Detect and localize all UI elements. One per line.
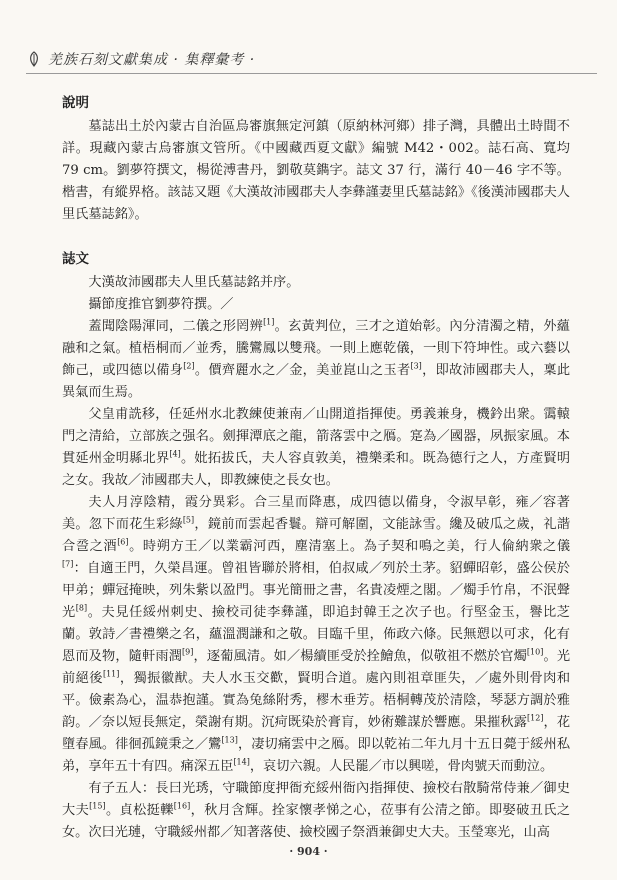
- footnote-ref: [4]: [169, 449, 181, 459]
- footnote-ref: [10]: [526, 647, 544, 657]
- footnote-ref: [6]: [117, 537, 129, 547]
- page-body: [62, 92, 570, 844]
- shuoming-paragraph: 墓誌出土於內蒙古自治區烏審旗無定河鎮（原納林河鄉）排子灣，具體出土時間不詳。現藏內蒙古烏審旗文管所。《中國藏西夏文獻》編號 M42・002。誌石高、寬均 79 cm。劉夢符撰文，楊從溥書丹，劉敬莫鐫字。誌文 37 行，滿行 40－46 字不等。楷書，有縱界格。該誌又題《大漢故沛國郡夫人李彝謹妻里氏墓誌銘》《後漢沛國郡夫人里氏墓誌銘》。: [62, 119, 570, 222]
- header-divider: [26, 73, 597, 74]
- inscription-title: 大漢故沛國郡夫人里氏墓誌銘并序。: [88, 275, 300, 290]
- footnote-ref: [1]: [263, 317, 275, 327]
- footnote-ref: [14]: [233, 757, 250, 767]
- footnote-ref: [13]: [221, 735, 238, 745]
- inscription-paragraph-3: 夫人月淳陰精，霞分異彩。合三星而降惠，成四德以備身，令淑早彰，雍／容著美。忽下而花生彩綠[5]，鏡前而雲起香鬟。辯可解圍，文能詠雪。纔及破瓜之歲，礼諧合巹之酒[6]。時朔方王／以業霸河西，塵清塞上。為子契和鳴之美，行人倫納衆之儀[7]：自適王門，久榮昌運。曾祖皆聯於將相，伯叔咸／列於土茅。貂蟬昭彰，盛公侯於甲弟；蟬冠掩映，列朱紫以盈門。事光簡冊之書，名貴凌煙之閣。／燭手竹帛，不泯聲光[8]。夫見任綏州刺史、撿校司徒李彝謹，即追封韓王之次子也。行堅金玉，譽比芝蘭。敦詩／書禮樂之名，蘊溫潤謙和之敬。目臨千里，佈政六條。民無愬以可求，化有恩而及物，隨軒雨潤[9]，逐葡風清。如／楊續匪受於拴鱠魚，似敬祖不燃於官燭[10]。光前絕後[11]，獨振徽猷。夫人水玉交歡，賢明合道。處內則祖章匪失，／處外則骨肉和平。儉素為心，温恭抱謹。實為兔絲附秀，樛木垂芳。梧桐轉茂於清陰，琴瑟方調於雅韵。／奈以短長無定，榮謝有期。沉疴既染於膏肓，妙術難謀於響應。果摧秋露[12]，花墮春風。徘徊孤鏡秉之／鸞[13]，凄切痛雲中之鴈。即以乾祐二年九月十五日薨于綏州私弟，享年五十有四。痛深五臣[14]，哀切六親。人民罷／市以興嗟，骨肉號天而動泣。: [62, 495, 571, 774]
- inscription-paragraph-1: 蓋聞陰陽渾同，二儀之形罔辨[1]。玄黃判位，三才之道始彰。內分清濁之精，外蘊融和之氣。植梧桐而／並秀，騰鸞鳳以雙飛。一則上應乾儀，一則下符坤性。或六藝以飾己，或四德以備身[2]。價齊麗水之／金，美並崑山之玉者[3]，即故沛國郡夫人，稟此異氣而生焉。: [62, 317, 571, 400]
- footnote-ref: [11]: [102, 669, 120, 679]
- inscription-paragraph-4: 有子五人：長曰光琇，守職節度押衙充綏州衙內指揮使、撿校右散騎常侍兼／御史大夫[15]。貞松挺轢[16]，秋月含輝。拴家懷孝悌之心，莅事有公清之節。即娶破丑氏之女。次曰光璉，守職綏州都／知著落使、撿校國子祭酒兼御史大夫。玉瑩寒光，山高: [62, 781, 571, 840]
- footnote-ref: [8]: [75, 603, 88, 613]
- footnote-ref: [2]: [183, 361, 195, 371]
- footnote-ref: [12]: [527, 713, 544, 723]
- footnote-ref: [15]: [89, 801, 106, 811]
- book-title: 羌族石刻文獻集成 · 集釋彙考 ·: [48, 52, 256, 68]
- section-heading-shuoming: 說明: [62, 95, 89, 111]
- footnote-ref: [5]: [182, 515, 195, 525]
- leaf-ornament-icon: [26, 51, 42, 67]
- footnote-ref: [9]: [182, 647, 194, 657]
- running-header: [26, 48, 255, 70]
- footnote-ref: [3]: [410, 361, 422, 371]
- page-number: · 904 ·: [289, 845, 328, 858]
- footnote-ref: [16]: [173, 801, 191, 811]
- section-heading-zhiwen: 誌文: [62, 251, 89, 267]
- inscription-author: 攝節度推官劉夢符撰。／: [88, 297, 234, 312]
- inscription-paragraph-2: 父皇甫詵移，任延州水北教練使兼南／山開道指揮使。勇義兼身，機鈐出衆。霭轅門之清給，立部族之强名。劍揮潭底之龍，箭落雲中之鴈。寔為／國器，夙振家風。本貫延州金明縣北界[4]。妣拓拔氏，夫人容貞敦美，禮樂柔和。既為德行之人，方產賢明之女。我故／沛國郡夫人，即教練使之長女也。: [62, 407, 571, 488]
- footnote-ref: [7]: [62, 559, 74, 569]
